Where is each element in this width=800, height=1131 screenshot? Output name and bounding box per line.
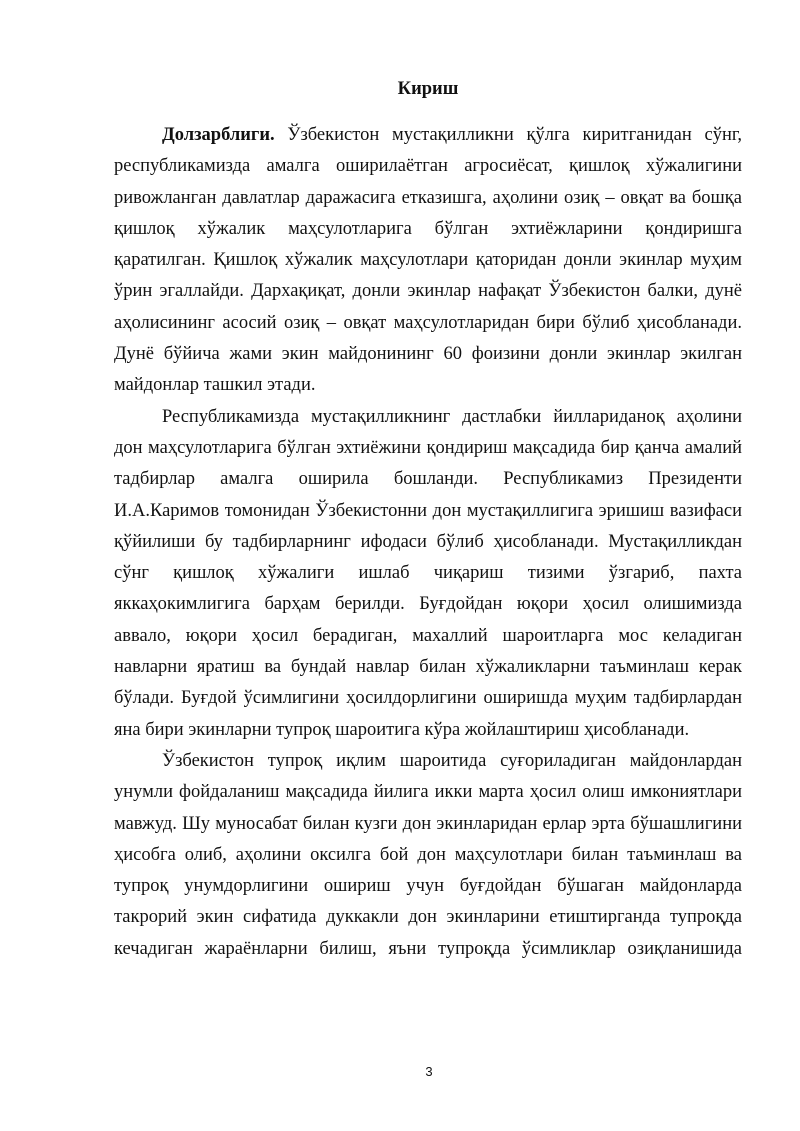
paragraph-lead-term: Долзарблиги. <box>162 125 275 145</box>
paragraph-text: Ўзбекистон тупроқ иқлим шароитида суғориладиган майдонлардан унумли фойдаланиш мақсадида йилига икки марта ҳосил олиш имкониятлари мавжуд. Шу муносабат билан кузги дон экинларидан ерлар эрта бўшашлигини ҳисобга олиб, аҳолини оксилга бой дон маҳсулотлари билан таъминлаш ва тупроқ унумдорлигини ошириш учун буғдойдан бўшаган майдонларда такрорий экин сифатида дуккакли дон экинларини етиштирганда тупроқда кечадиган жараёнларни билиш, яъни тупроқда ўсимликлар озиқланишида <box>114 750 742 959</box>
paragraph-soil-climate <box>114 746 742 965</box>
section-title: Кириш <box>397 79 459 99</box>
page-number: 3 <box>425 1064 433 1079</box>
paragraph-relevance <box>114 120 742 402</box>
paragraph-independence <box>114 402 742 746</box>
paragraph-text: Республикамизда мустақилликнинг дастлабки йиллариданоқ аҳолини дон маҳсулотларига бўлган эхтиёжини қондириш мақсадида бир қанча амалий тадбирлар амалга оширила бошланди. Республикамиз Президенти И.А.Каримов томонидан Ўзбекистонни дон мустақиллигига эришиш вазифаси қўйилиши бу тадбирларнинг ифодаси бўлиб ҳисобланади. Мустақилликдан сўнг қишлоқ хўжалиги ишлаб чиқариш тизими ўзгариб, пахта яккаҳокимлигига барҳам берилди. Буғдойдан юқори ҳосил олишимизда аввало, юқори ҳосил берадиган, махаллий шароитларга мос келадиган навларни яратиш ва бундай навлар билан хўжаликларни таъминлаш керак бўлади. Буғдой ўсимлигини ҳосилдорлигини оширишда муҳим тадбирлардан яна бири экинларни тупроқ шароитига кўра жойлаштириш ҳисобланади. <box>114 406 742 740</box>
document-body <box>114 120 742 965</box>
paragraph-text: Ўзбекистон мустақилликни қўлга киритганидан сўнг, республикамизда амалга оширилаётган агросиёсат, қишлоқ хўжалигини ривожланган давлатлар даражасига етказишга, аҳолини озиқ – овқат ва бошқа қишлоқ хўжалик маҳсулотларига бўлган эхтиёжларини қондиришга қаратилган. Қишлоқ хўжалик маҳсулотлари қаторидан донли экинлар муҳим ўрин эгаллайди. Дархақиқат, донли экинлар нафақат Ўзбекистон балки, дунё аҳолисининг асосий озиқ – овқат маҳсулотларидан бири бўлиб ҳисобланади. Дунё бўйича жами экин майдонининг 60 фоизини донли экинлар экилган майдонлар ташкил этади. <box>114 125 742 396</box>
